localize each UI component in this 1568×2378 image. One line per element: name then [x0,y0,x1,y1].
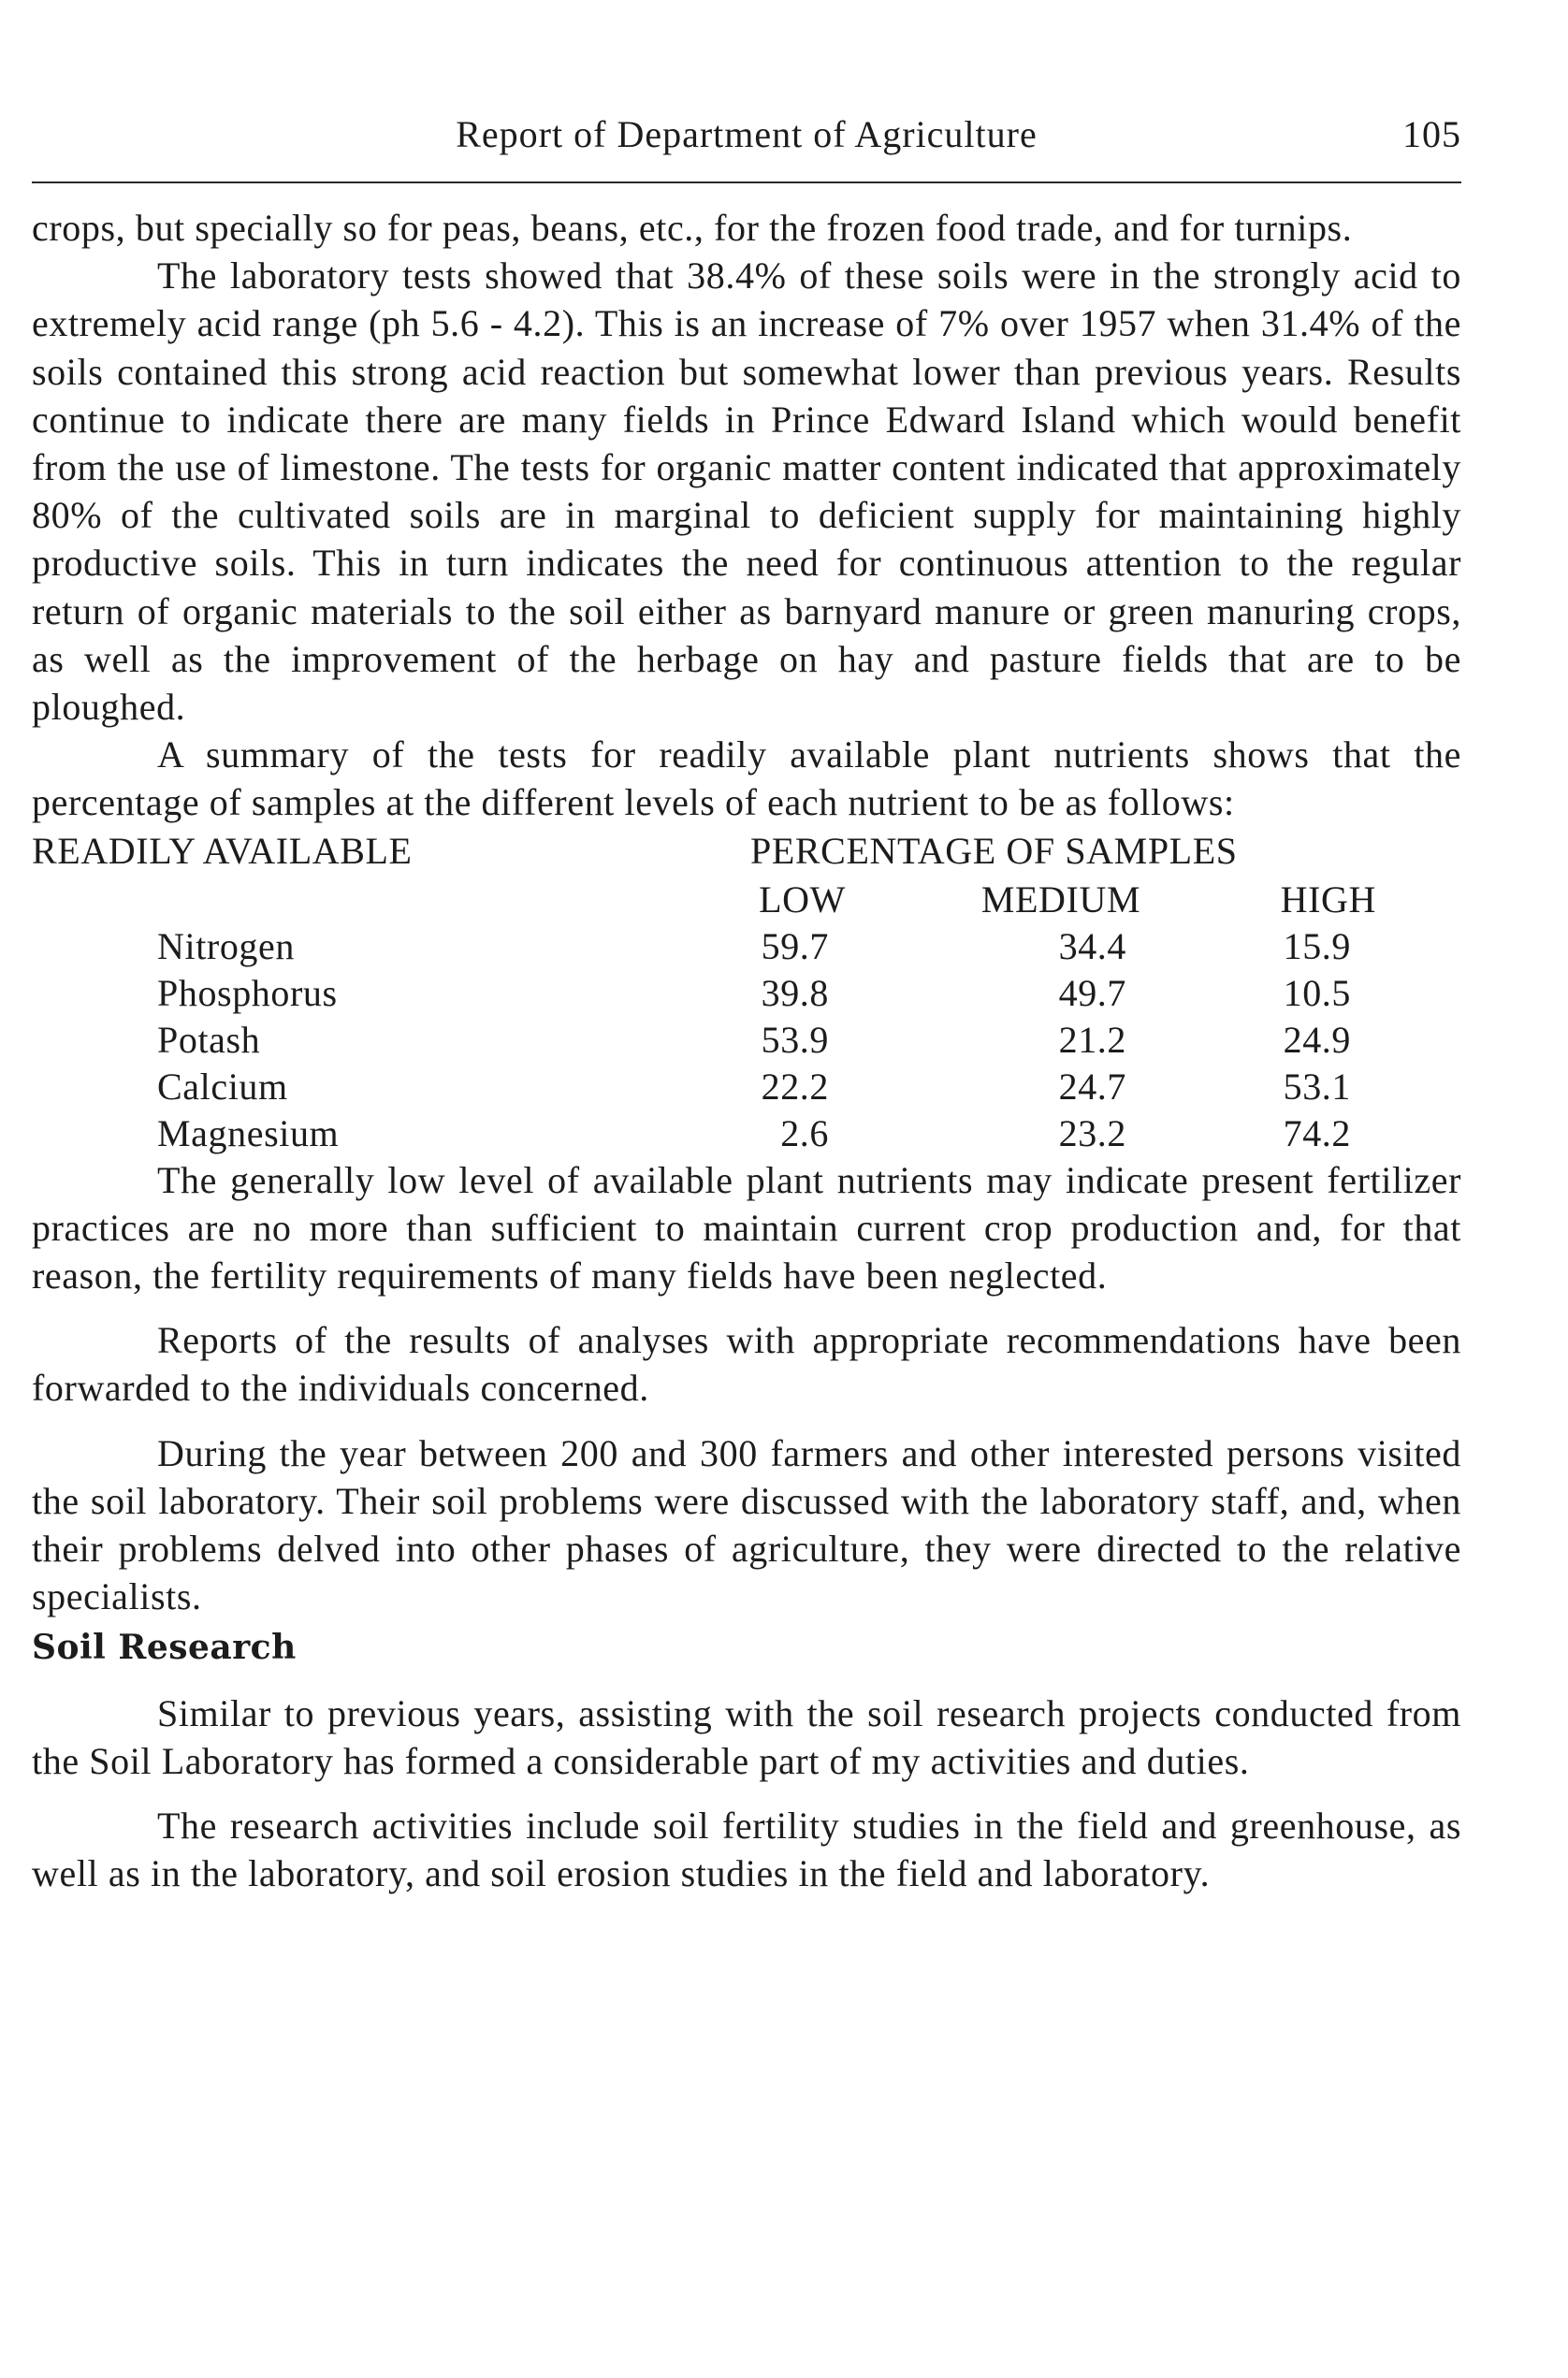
cell-low: 53.9 [761,1018,829,1061]
cell-high: 74.2 [1283,1111,1351,1154]
table-header-left: READILY AVAILABLE [32,829,413,872]
row-label: Nitrogen [157,924,295,967]
running-title: Report of Department of Agriculture [456,113,1038,155]
table-header-right: PERCENTAGE OF SAMPLES [750,829,1238,872]
cell-medium: 34.4 [1058,924,1126,967]
column-header-high: HIGH [1280,877,1376,921]
cell-medium: 49.7 [1058,971,1126,1014]
row-label: Potash [157,1018,261,1061]
column-header-medium: MEDIUM [980,877,1141,921]
paragraph: The laboratory tests showed that 38.4% of these soils were in the strongly acid to extremely acid range (ph 5.6 - 4.2). This is an increase of 7% over 1957 when 31.4% of the soils contained this strong acid reaction but somewhat lower than previous years. Results continue to indicate there are many fields in Prince Edward Island which would benefit from the use of limestone. The tests for organic matter content indicated that approximately 80% of the cultivated soils are in marginal to deficient supply for maintaining highly productive soils. This in turn indicates the need for continuous attention to the regular return of organic materials to the soil either as barnyard manure or green manuring crops, as well as the improvement of the herbage on hay and pasture fields that are to be ploughed. [32,254,1461,729]
cell-high: 24.9 [1283,1018,1351,1061]
cell-low: 39.8 [761,971,829,1014]
page-number: 105 [1402,113,1461,155]
page-header [32,112,1461,168]
cell-medium: 23.2 [1058,1111,1126,1154]
nutrient-table [32,827,1461,1156]
paragraph: During the year between 200 and 300 farmers and other interested persons visited the soil laboratory. Their soil problems were discussed with the laboratory staff, and, when their problems delved into other phases of agriculture, they were directed to the relative specialists. [32,1431,1461,1618]
cell-low: 2.6 [780,1111,829,1154]
section-heading: Soil Research [32,1628,297,1668]
header-rule [32,181,1461,183]
row-label: Phosphorus [157,971,338,1014]
cell-low: 59.7 [761,924,829,967]
cell-medium: 21.2 [1058,1018,1126,1061]
row-label: Magnesium [157,1111,340,1154]
column-header-low: LOW [759,877,846,921]
cell-high: 10.5 [1283,971,1351,1014]
paragraph: Similar to previous years, assisting with the soil research projects conducted from the Soil Laboratory has formed a considerable part of my activities and duties. [32,1691,1461,1782]
paragraph: The research activities include soil fertility studies in the field and greenhouse, as well as in the laboratory, and soil erosion studies in the field and laboratory. [32,1805,1461,1895]
paragraph: Reports of the results of analyses with appropriate recommendations have been forwarded to the individuals concerned. [32,1319,1461,1410]
paragraph: A summary of the tests for readily available plant nutrients shows that the percentage of samples at the different levels of each nutrient to be as follows: [32,733,1461,824]
body-text [32,204,1461,1897]
paragraph: crops, but specially so for peas, beans, etc., for the frozen food trade, and for turnips. [32,207,1353,249]
cell-high: 15.9 [1283,924,1351,967]
cell-medium: 24.7 [1058,1065,1126,1108]
cell-high: 53.1 [1283,1065,1351,1108]
paragraph: The generally low level of available plant nutrients may indicate present fertilizer practices are no more than sufficient to maintain current crop production and, for that reason, the fertility requirements of many fields have been neglected. [32,1158,1461,1298]
row-label: Calcium [157,1065,288,1108]
cell-low: 22.2 [761,1065,829,1108]
